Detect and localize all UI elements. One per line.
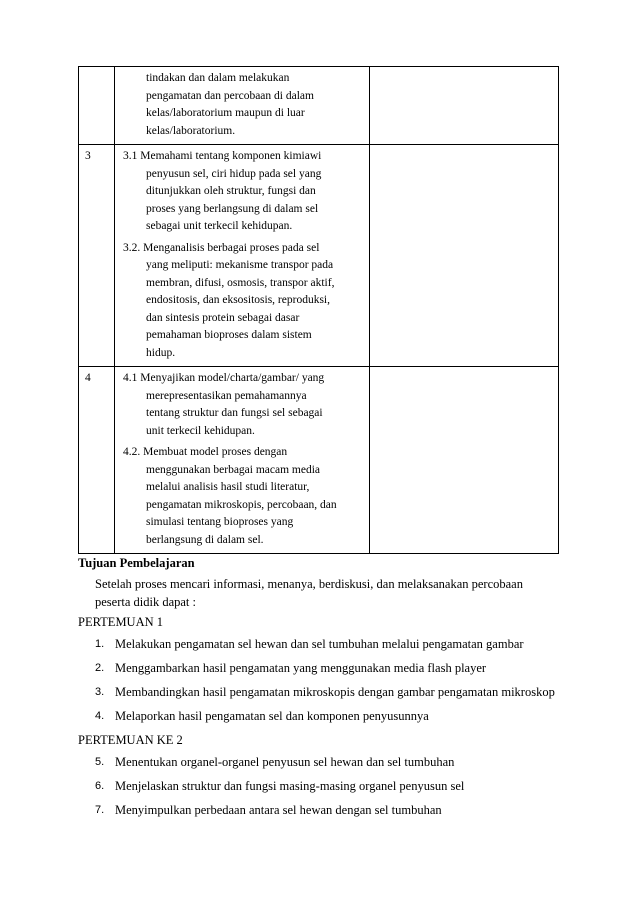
empty-cell: [370, 67, 559, 145]
competency-cell: [115, 67, 370, 145]
intro-line: peserta didik dapat :: [95, 595, 197, 609]
list-item: [78, 777, 578, 795]
competency-line: pemahaman bioproses dalam sistem: [146, 329, 312, 341]
row-number: [85, 67, 114, 70]
competency-item: [123, 370, 363, 440]
competency-line: kelas/laboratorium.: [146, 124, 236, 137]
objective-list: [78, 635, 578, 725]
row-number: 3: [85, 150, 91, 162]
row-number-cell: [79, 367, 115, 554]
list-text: Melaporkan hasil pengamatan sel dan komponen penyusunnya: [115, 709, 429, 723]
objective-list: [78, 753, 578, 819]
list-number: 5.: [95, 756, 105, 768]
meeting-title: PERTEMUAN KE 2: [78, 733, 183, 747]
competency-line: proses yang berlangsung di dalam sel: [146, 202, 319, 215]
competency-line: dan sintesis protein sebagai dasar: [146, 311, 300, 324]
empty-cell: [370, 367, 559, 554]
competency-line: melalui analisis hasil studi literatur,: [146, 481, 310, 493]
competency-line: berlangsung di dalam sel.: [146, 533, 264, 546]
list-text: Membandingkan hasil pengamatan mikroskopis dengan gambar pengamatan mikroskop: [115, 685, 555, 699]
list-item: [78, 659, 578, 677]
list-item: [78, 707, 578, 725]
table-row: [79, 145, 559, 367]
section-heading: Tujuan Pembelajaran: [78, 556, 195, 570]
list-text: Menyimpulkan perbedaan antara sel hewan dengan sel tumbuhan: [115, 803, 442, 817]
competency-line: 4.1 Menyajikan model/charta/gambar/ yang: [123, 372, 325, 384]
competency-table: [78, 66, 559, 554]
competency-line: sebagai unit terkecil kehidupan.: [146, 220, 293, 232]
list-text: Melakukan pengamatan sel hewan dan sel tumbuhan melalui pengamatan gambar: [115, 637, 524, 651]
competency-line: 3.1 Memahami tentang komponen kimiawi: [123, 150, 322, 162]
intro-line: Setelah proses mencari informasi, menanya, berdiskusi, dan melaksanakan percobaan: [95, 577, 523, 591]
competency-cell: [115, 145, 370, 367]
competency-line: yang meliputi: mekanisme transpor pada: [146, 259, 334, 271]
competency-line: pengamatan mikroskopis, percobaan, dan: [146, 498, 337, 511]
competency-line: membran, difusi, osmosis, transpor aktif,: [146, 276, 335, 289]
list-text: Menggambarkan hasil pengamatan yang menggunakan media flash player: [115, 661, 487, 675]
list-number: 1.: [95, 638, 105, 650]
competency-item: [123, 148, 363, 236]
competency-line: kelas/laboratorium maupun di luar: [146, 107, 305, 119]
competency-line: menggunakan berbagai macam media: [146, 463, 321, 476]
empty-cell: [370, 145, 559, 367]
intro-text: [78, 575, 578, 611]
competency-item: [123, 70, 363, 140]
list-item: [78, 753, 578, 771]
list-item: [78, 683, 578, 701]
list-number: 4.: [95, 710, 105, 722]
list-number: 6.: [95, 780, 105, 792]
competency-line: tentang struktur dan fungsi sel sebagai: [146, 407, 323, 419]
table-row: [79, 67, 559, 145]
competency-line: ditunjukkan oleh struktur, fungsi dan: [146, 185, 316, 197]
competency-line: penyusun sel, ciri hidup pada sel yang: [146, 167, 322, 180]
learning-objectives-section: [78, 554, 578, 825]
row-number: 4: [85, 372, 91, 384]
list-item: [78, 635, 578, 653]
competency-line: hidup.: [146, 346, 176, 359]
competency-cell: [115, 367, 370, 554]
list-text: Menentukan organel-organel penyusun sel hewan dan sel tumbuhan: [115, 755, 455, 769]
competency-line: 4.2. Membuat model proses dengan: [123, 446, 288, 458]
competency-item: [123, 240, 363, 363]
list-number: 7.: [95, 804, 105, 816]
competency-line: merepresentasikan pemahamannya: [146, 389, 307, 402]
row-number-cell: [79, 145, 115, 367]
competency-line: simulasi tentang bioproses yang: [146, 516, 294, 528]
competency-line: tindakan dan dalam melakukan: [146, 72, 290, 84]
list-number: 2.: [95, 662, 105, 674]
row-number-cell: [79, 67, 115, 145]
list-item: [78, 801, 578, 819]
list-number: 3.: [95, 686, 105, 698]
competency-item: [123, 444, 363, 549]
list-text: Menjelaskan struktur dan fungsi masing-masing organel penyusun sel: [115, 779, 465, 793]
competency-line: 3.2. Menganalisis berbagai proses pada sel: [123, 241, 320, 254]
competency-line: unit terkecil kehidupan.: [146, 424, 255, 437]
competency-line: endositosis, dan eksositosis, reproduksi,: [146, 294, 330, 306]
competency-line: pengamatan dan percobaan di dalam: [146, 89, 314, 102]
meeting-title: PERTEMUAN 1: [78, 615, 164, 629]
table-row: [79, 367, 559, 554]
